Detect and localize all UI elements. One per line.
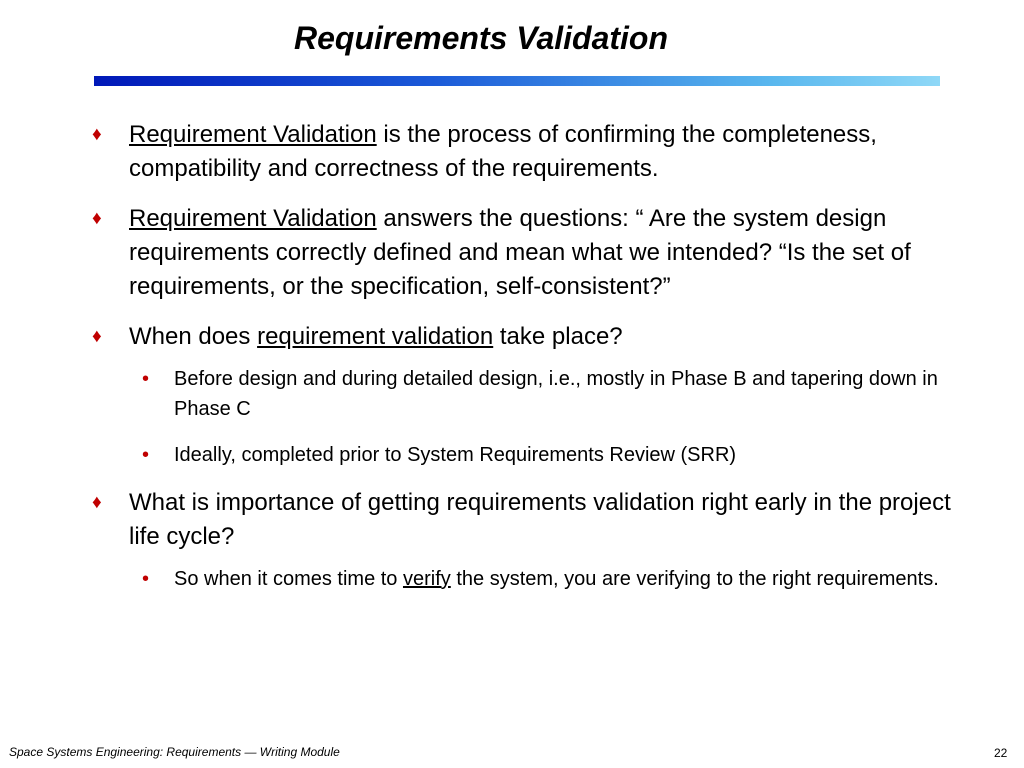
bullet-item (92, 202, 972, 304)
bullet-item (92, 486, 972, 554)
bullet-item (92, 118, 972, 186)
sub-bullet-item (92, 564, 972, 594)
bullet-term: requirement validation (257, 323, 494, 350)
diamond-bullet-icon: ♦ (92, 492, 102, 513)
bullet-term: Requirement Validation (129, 121, 377, 148)
sub-bullet-text: Ideally, completed prior to System Requirements Review (SRR) (174, 444, 737, 466)
diamond-bullet-icon: ♦ (92, 208, 102, 229)
title-gradient-bar (94, 76, 940, 86)
page-number: 22 (994, 746, 1008, 760)
sub-bullet-term: verify (402, 568, 451, 590)
sub-bullet-item (92, 364, 972, 424)
sub-bullet-text: So when it comes time to (174, 568, 403, 590)
dot-bullet-icon: • (142, 444, 150, 466)
bullet-text: take place? (493, 323, 623, 350)
sub-bullet-item (92, 440, 972, 470)
dot-bullet-icon: • (142, 368, 150, 390)
bullet-text: When does (129, 323, 258, 350)
slide-title: Requirements Validation (294, 20, 668, 56)
sub-bullet-text: the system, you are verifying to the right requirements. (450, 568, 939, 590)
diamond-bullet-icon: ♦ (92, 124, 102, 145)
diamond-bullet-icon: ♦ (92, 326, 102, 347)
footer-course-title: Space Systems Engineering: Requirements — Writing Module (9, 745, 340, 759)
dot-bullet-icon: • (142, 568, 150, 590)
bullet-text: answers the questions: “ Are the system design requirements correctly defined and mean what we intended? “Is the set of requirements, or the specification, self-consistent?” (129, 205, 911, 300)
bullet-text: is the process of confirming the completeness, compatibility and correctness of the requirements. (129, 121, 877, 182)
bullet-term: Requirement Validation (129, 205, 377, 232)
bullet-text: What is importance of getting requirements validation right early in the project life cycle? (129, 489, 951, 550)
slide-content (92, 118, 972, 610)
bullet-item (92, 320, 972, 354)
sub-bullet-text: Before design and during detailed design, i.e., mostly in Phase B and tapering down in Phase C (174, 368, 938, 420)
